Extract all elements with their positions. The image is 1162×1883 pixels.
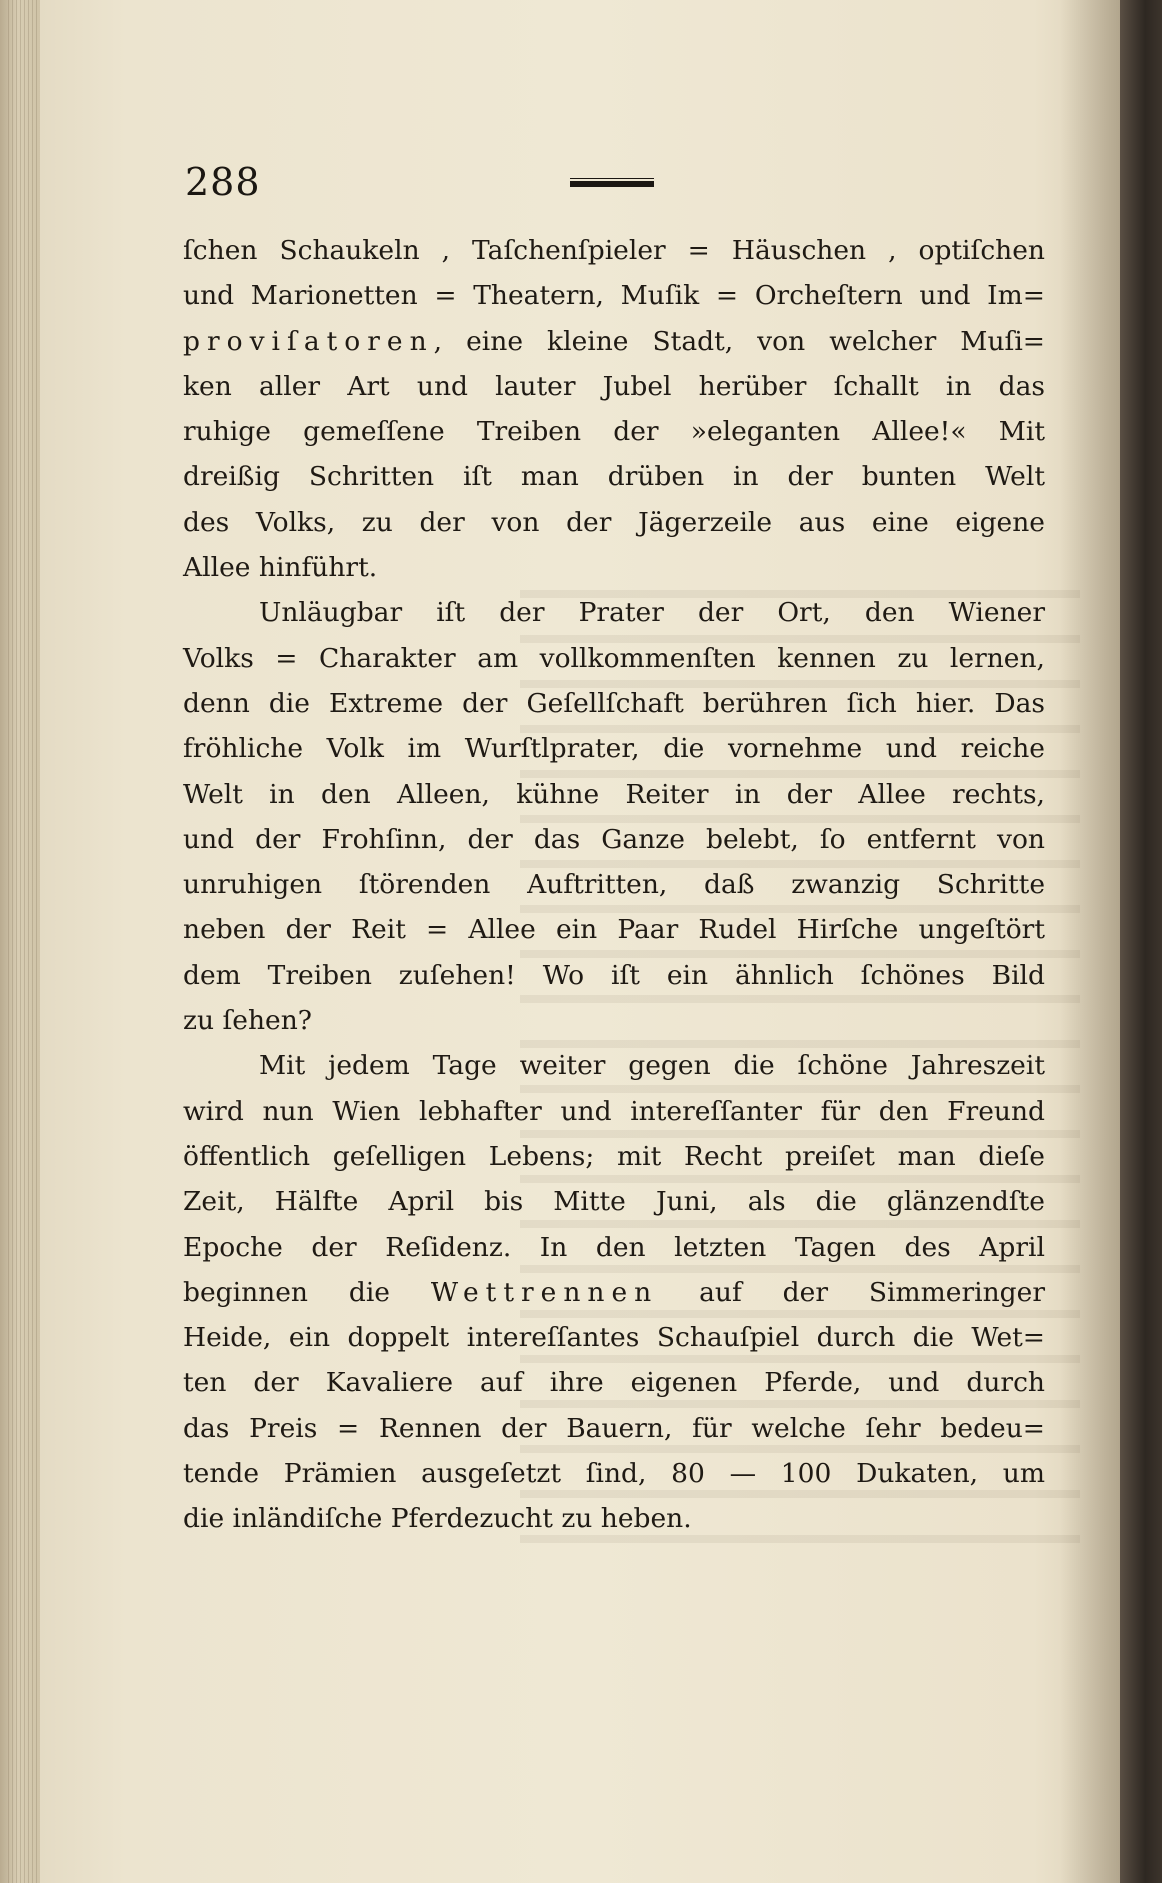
text-line: Allee hinführt. <box>183 552 378 584</box>
text-line: ſchen Schaukeln , Taſchenſpieler = Häuschen , optiſchen <box>183 235 1045 266</box>
page-header <box>185 160 985 210</box>
paragraph <box>183 1043 1045 1541</box>
body-text <box>183 228 1045 1542</box>
text-line: fröhliche Volk im Wurſtlprater, die vornehme und reiche <box>183 733 1045 765</box>
text-line: proviſatoren, eine kleine Stadt, von welcher Muſi= <box>183 325 1045 357</box>
text-line: tende Prämien ausgeſetzt ſind, 80 — 100 Dukaten, um <box>183 1458 1045 1490</box>
paragraph <box>183 228 1045 590</box>
text-line: ken aller Art und lauter Jubel herüber ſchallt in das <box>183 370 1045 402</box>
text-line: Heide, ein doppelt intereſſantes Schauſpiel durch die Wet= <box>183 1322 1045 1354</box>
paragraph <box>183 590 1045 1043</box>
text-line: Mit jedem Tage weiter gegen die ſchöne Jahreszeit <box>259 1050 1045 1082</box>
text-line: ten der Kavaliere auf ihre eigenen Pferde, und durch <box>183 1367 1045 1399</box>
text-line: das Preis = Rennen der Bauern, für welche ſehr bedeu= <box>183 1412 1045 1444</box>
text-line: Epoche der Reſidenz. In den letzten Tagen des April <box>183 1231 1045 1263</box>
text-line: dem Treiben zuſehen! Wo iſt ein ähnlich ſchönes Bild <box>183 959 1045 991</box>
text-line: denn die Extreme der Geſellſchaft berühren ſich hier. Das <box>183 687 1045 719</box>
text-line: Unläugbar iſt der Prater der Ort, den Wiener <box>259 597 1045 629</box>
text-line: unruhigen ſtörenden Auftritten, daß zwanzig Schritte <box>183 869 1045 901</box>
text-line: öffentlich geſelligen Lebens; mit Recht preiſet man dieſe <box>183 1140 1045 1172</box>
page-number: 288 <box>185 160 261 204</box>
text-line: die inländiſche Pferdezucht zu heben. <box>183 1503 692 1535</box>
text-line: dreißig Schritten iſt man drüben in der bunten Welt <box>183 461 1045 493</box>
text-line: ruhige gemeſſene Treiben der »eleganten Allee!« Mit <box>183 416 1045 448</box>
text-line: und der Frohſinn, der das Ganze belebt, ſo entfernt von <box>183 823 1045 855</box>
text-line: Welt in den Alleen, kühne Reiter in der Allee rechts, <box>183 778 1045 810</box>
gutter-shadow <box>1060 0 1120 1883</box>
text-line: Volks = Charakter am vollkommenſten kennen zu lernen, <box>183 642 1045 674</box>
page-stack-lines <box>8 0 38 1883</box>
header-rule <box>570 178 654 189</box>
text-line: des Volks, zu der von der Jägerzeile aus eine eigene <box>183 506 1045 538</box>
text-line: beginnen die Wettrennen auf der Simmeringer <box>183 1276 1045 1308</box>
spaced-emphasis: Wettrennen <box>430 1276 659 1308</box>
text-line: Zeit, Hälfte April bis Mitte Juni, als die glänzendſte <box>183 1186 1045 1218</box>
text-line: und Marionetten = Theatern, Muſik = Orcheſtern und Im= <box>183 280 1045 312</box>
book-binding <box>1120 0 1162 1883</box>
spaced-emphasis: proviſatoren <box>183 325 434 357</box>
text-line: neben der Reit = Allee ein Paar Rudel Hirſche ungeſtört <box>183 914 1045 946</box>
text-line: zu ſehen? <box>183 1005 312 1037</box>
text-line: wird nun Wien lebhafter und intereſſanter für den Freund <box>183 1095 1045 1127</box>
